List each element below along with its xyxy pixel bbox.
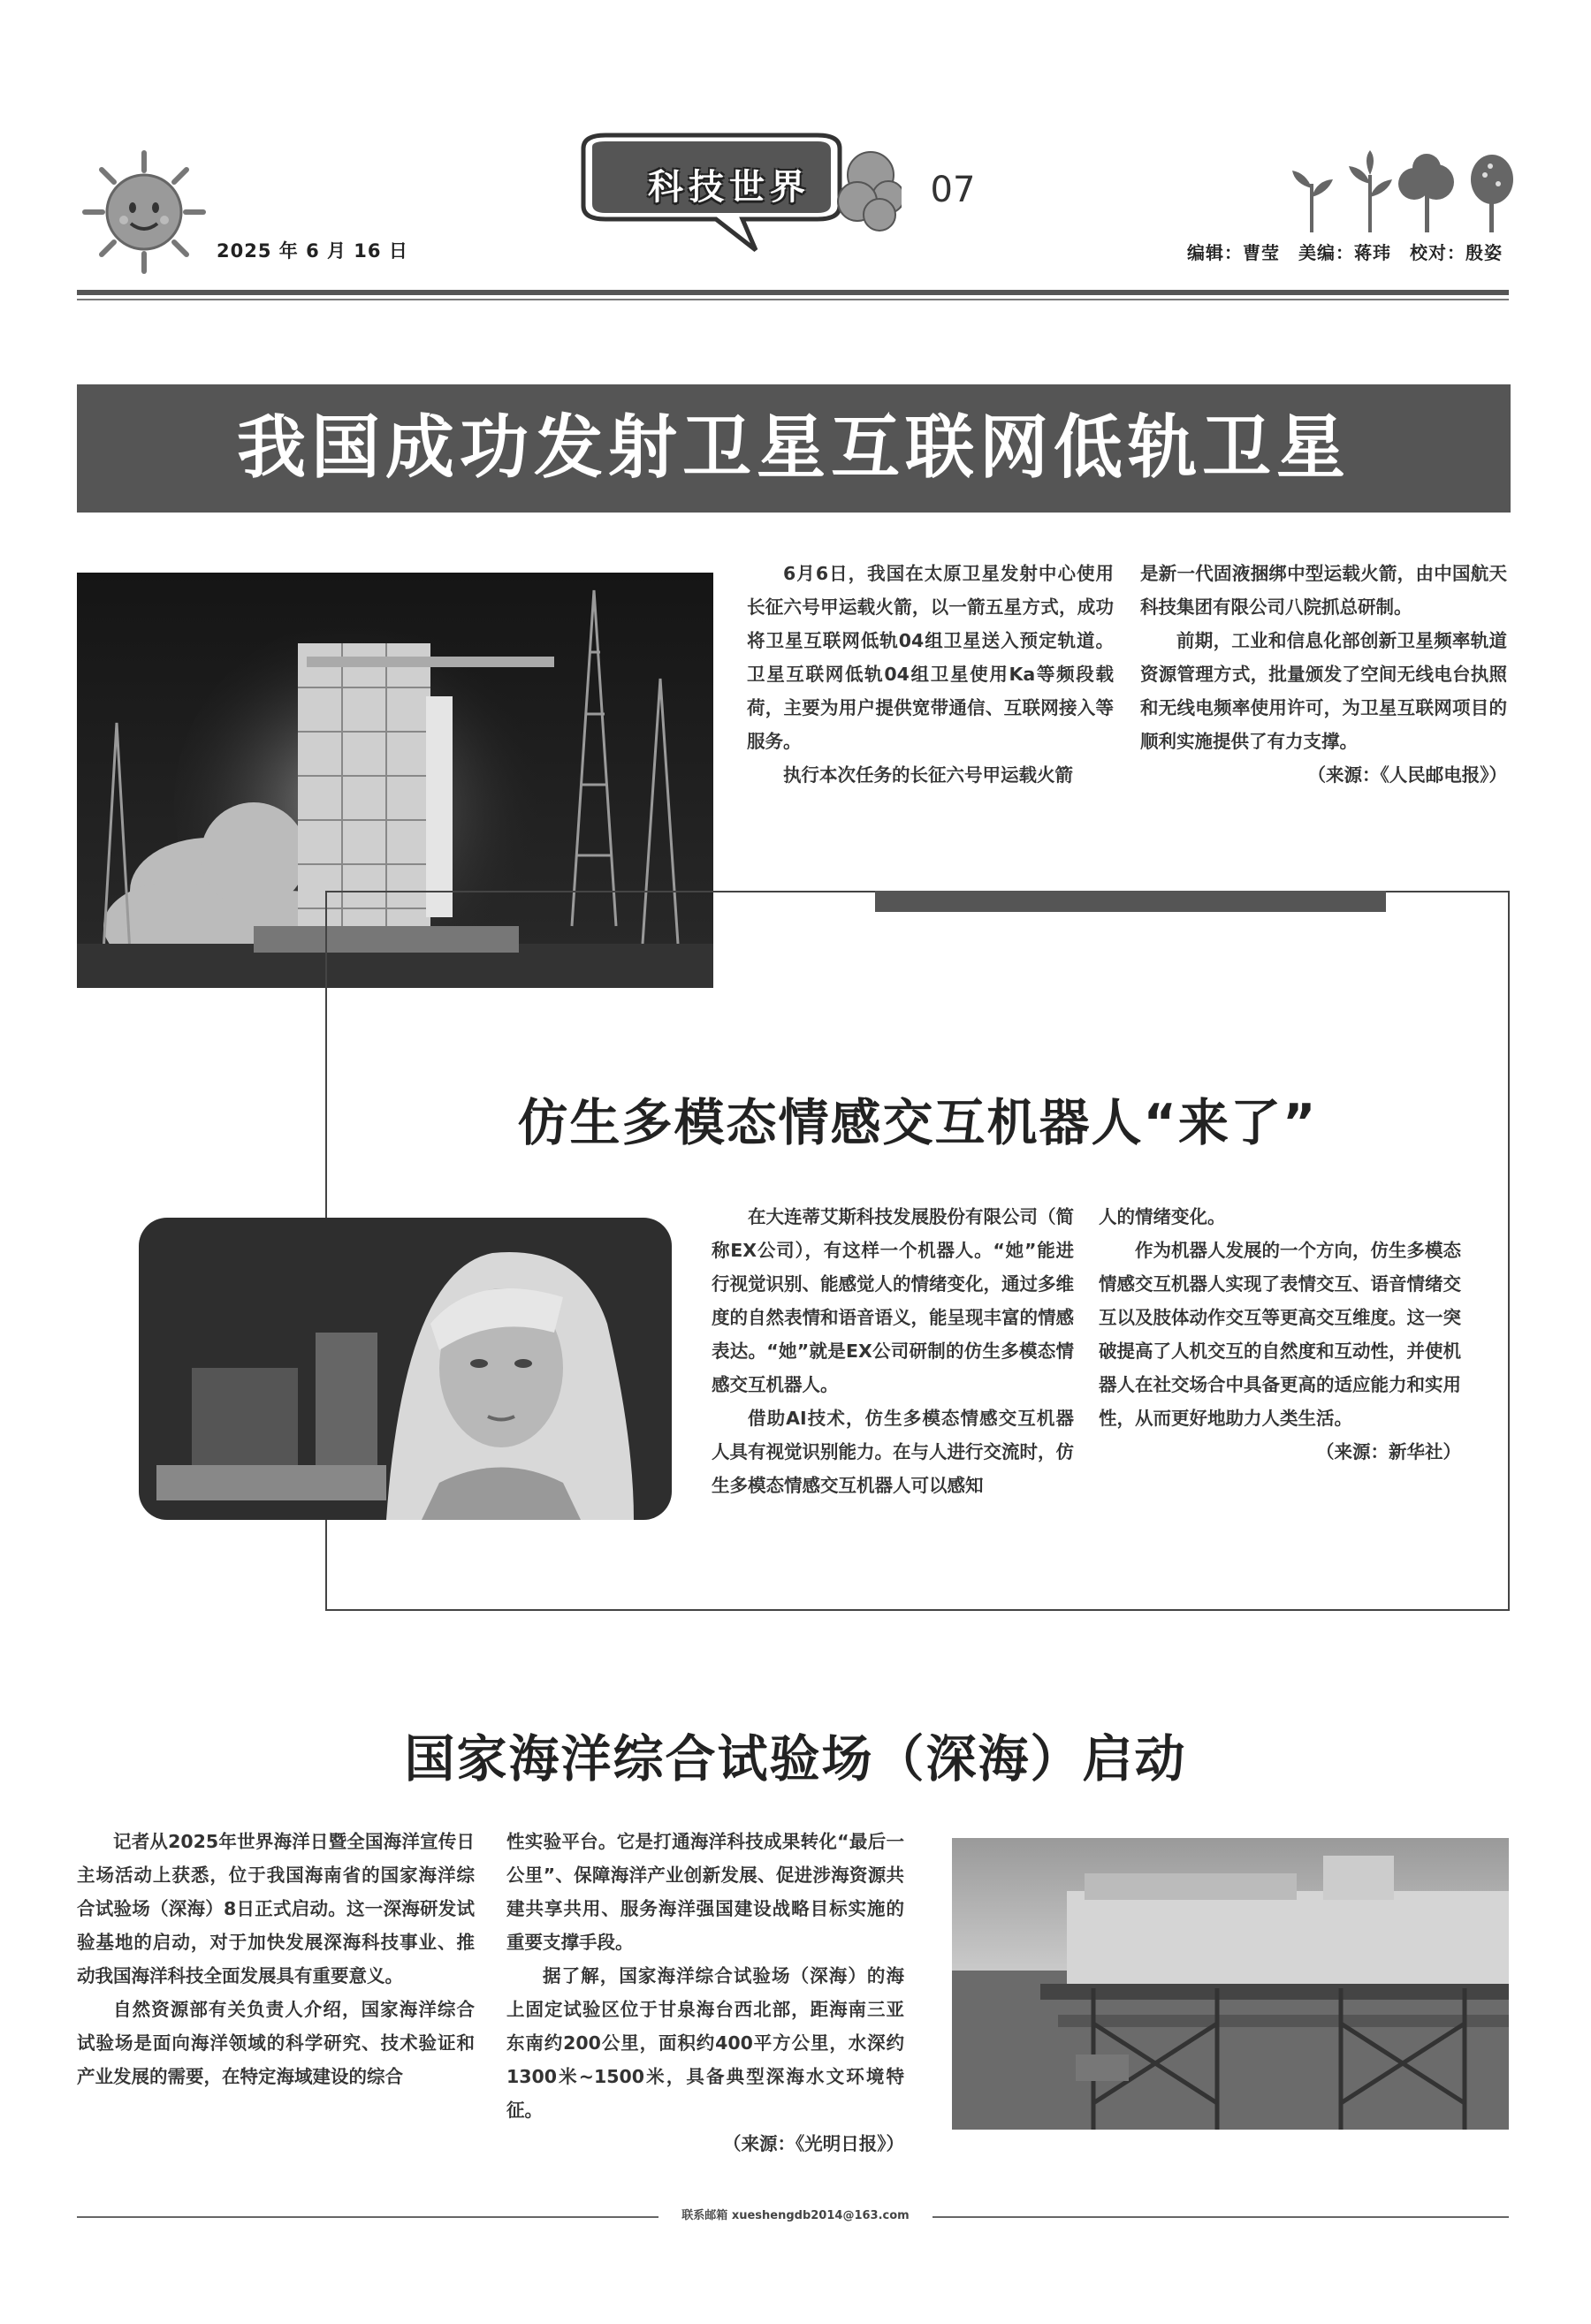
article1-source: （来源：《人民邮电报》） [1307,764,1507,786]
article2-paragraph: 在大连蒂艾斯科技发展股份有限公司（简称EX公司），有这样一个机器人。“她”能进行视觉识别、能感觉人的情绪变化，通过多维度的自然表情和语音语义，能呈现丰富的情感表达。“她”就是EX公司研制的仿生多模态情感交互机器人。 [712,1206,1074,1395]
article2-column-1 [712,1200,1074,1502]
article1-paragraph: 执行本次任务的长征六号甲运载火箭 [783,764,1073,786]
article3-column-2 [506,1825,904,2161]
article3-source: （来源：《光明日报》） [723,2133,904,2154]
issue-date: 2025 年 6 月 16 日 [217,240,408,262]
article1-paragraph: 前期，工业和信息化部创新卫星频率轨道资源管理方式，批量颁发了空间无线电台执照和无线电频率使用许可，为卫星互联网项目的顺利实施提供了有力支撑。 [1140,630,1507,752]
article1-headline-banner [77,384,1511,513]
article3-headline: 国家海洋综合试验场（深海）启动 [404,1730,1187,1789]
article1-column-2 [1140,557,1507,792]
article1-paragraph: 6月6日，我国在太原卫星发射中心使用长征六号甲运载火箭，以一箭五星方式，成功将卫星互联网低轨04组卫星送入预定轨道。卫星互联网低轨04组卫星使用Ka等频段载荷，主要为用户提供宽带通信、互联网接入等服务。 [747,563,1114,752]
robot-photo [139,1218,672,1520]
offshore-platform-photo [952,1838,1509,2130]
article1-column-1 [747,557,1114,792]
page-number: 07 [930,170,976,210]
footer-contact: 联系邮箱 xueshengdb2014@163.com [658,2205,933,2228]
article2-column-2 [1099,1200,1461,1469]
sun-mascot-icon [78,146,210,278]
article3-paragraph: 性实验平台。它是打通海洋科技成果转化“最后一公里”、保障海洋产业创新发展、促进涉海资源共建共享共用、服务海洋强国建设战略目标实施的重要支撑手段。 [506,1831,904,1953]
article2-source: （来源：新华社） [1316,1441,1461,1462]
article2-paragraph: 作为机器人发展的一个方向，仿生多模态情感交互机器人实现了表情交互、语音情绪交互以及肢体动作交互等更高交互维度。这一突破提高了人机交互的自然度和互动性，并使机器人在社交场合中具备更高的适应能力和实用性，从而更好地助力人类生活。 [1099,1240,1461,1429]
article3-paragraph: 记者从2025年世界海洋日暨全国海洋宣传日主场活动上获悉，位于我国海南省的国家海洋综合试验场（深海）8日正式启动。这一深海研发试验基地的启动，对于加快发展深海科技事业、推动我国海洋科技全面发展具有重要意义。 [77,1831,475,1986]
header-divider [77,290,1509,295]
article3-paragraph: 据了解，国家海洋综合试验场（深海）的海上固定试验区位于甘泉海台西北部，距海南三亚东南约200公里，面积约400平方公里，水深约1300米~1500米，具备典型深海水文环境特征。 [506,1965,904,2121]
article2-headline: 仿生多模态情感交互机器人“来了” [517,1094,1318,1152]
article3-column-1 [77,1825,475,2093]
article1-headline: 我国成功发射卫星互联网低轨卫星 [236,408,1351,488]
article2-paragraph: 人的情绪变化。 [1099,1206,1226,1227]
article2-paragraph: 借助AI技术，仿生多模态情感交互机器人具有视觉识别能力。在与人进行交流时，仿生多模态情感交互机器人可以感知 [712,1408,1074,1496]
trees-icon [1290,148,1520,237]
article2-top-bar [875,891,1386,912]
article1-paragraph: 是新一代固液捆绑中型运载火箭，由中国航天科技集团有限公司八院抓总研制。 [1140,563,1507,618]
staff-credits: 编辑：曹莹 美编：蒋玮 校对：殷姿 [1187,242,1503,263]
section-title: 科技世界 [648,167,811,208]
article3-paragraph: 自然资源部有关负责人介绍，国家海洋综合试验场是面向海洋领域的科学研究、技术验证和产业发展的需要，在特定海域建设的综合 [77,1999,475,2087]
header-divider-thin [77,299,1509,300]
